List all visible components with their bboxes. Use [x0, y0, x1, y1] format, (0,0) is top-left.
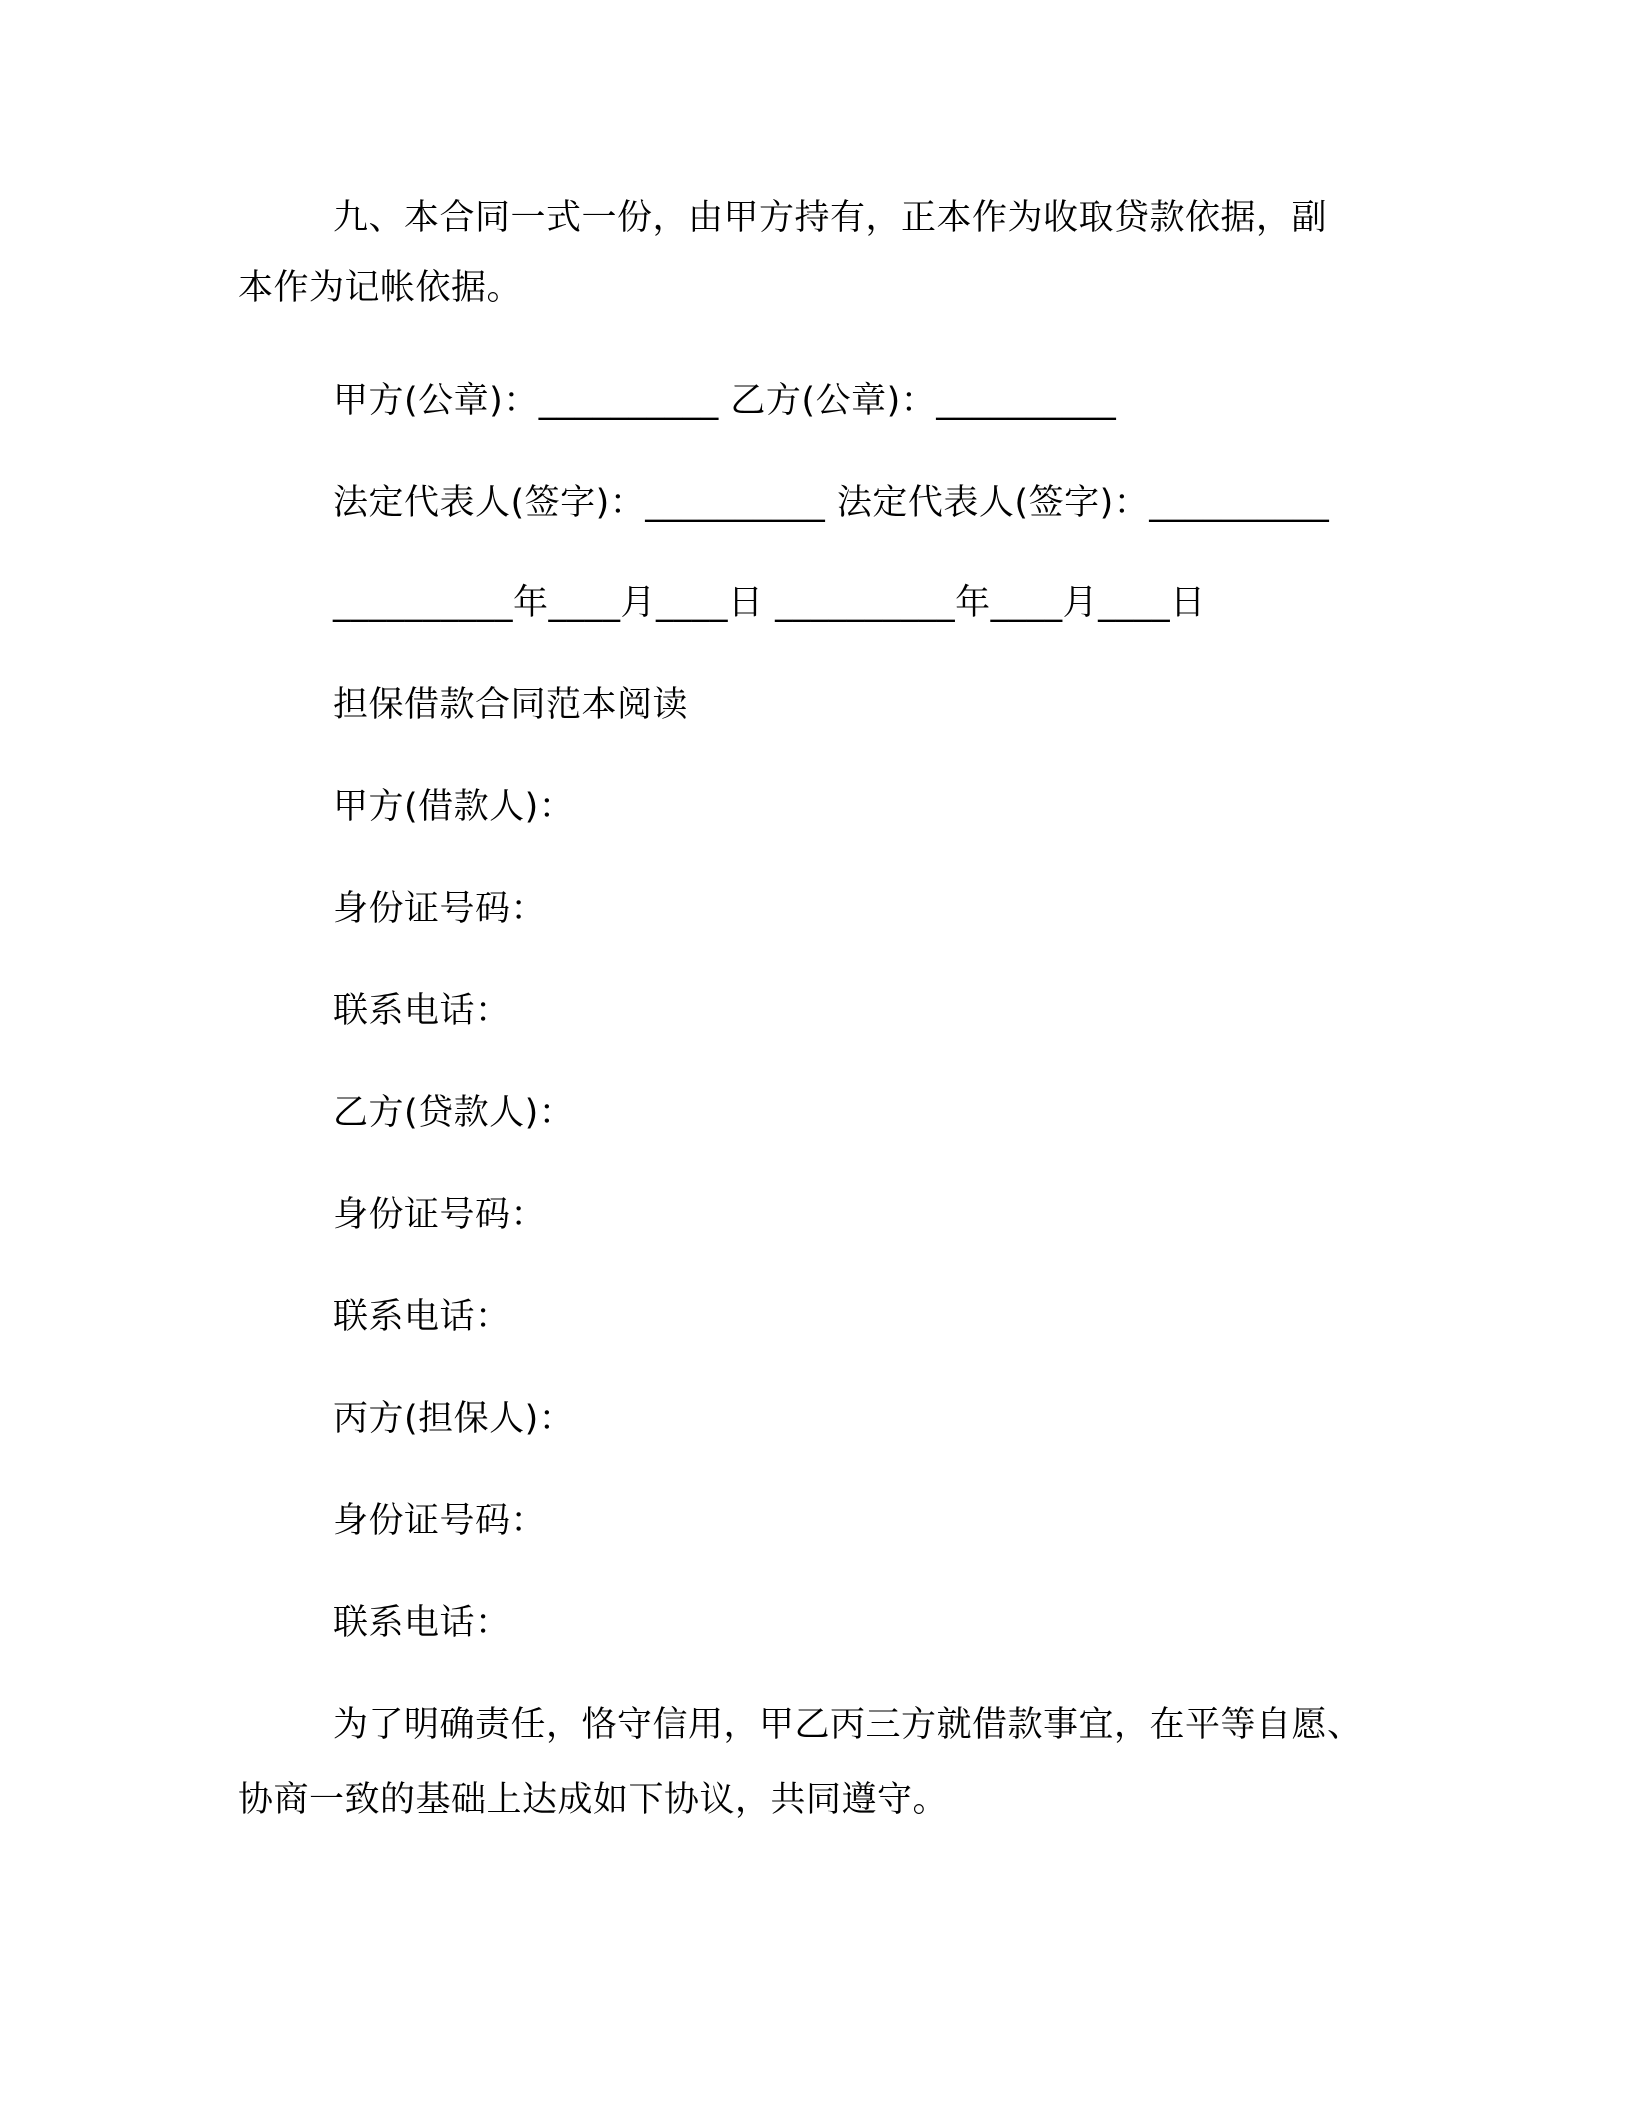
party-c-id-label: 身份证号码：: [333, 1501, 547, 1541]
seal-line: 甲方(公章)：__________ 乙方(公章)：__________: [333, 381, 1117, 421]
preamble-text: 为了明确责任，恪守信用，甲乙丙三方就借款事宜，在平等自愿、: [333, 1705, 1363, 1745]
party-c-label: 丙方(担保人)：: [333, 1399, 575, 1439]
section-title: 担保借款合同范本阅读: [333, 685, 689, 725]
date-line: __________年____月____日 __________年____月____日: [333, 583, 1206, 623]
signature-line: 法定代表人(签字)：__________ 法定代表人(签字)：__________: [333, 483, 1330, 523]
preamble-text-continued: 协商一致的基础上达成如下协议，共同遵守。: [238, 1780, 949, 1820]
party-a-phone-label: 联系电话：: [333, 991, 511, 1031]
party-b-id-label: 身份证号码：: [333, 1195, 547, 1235]
clause-nine-text: 九、本合同一式一份，由甲方持有，正本作为收取贷款依据，副: [333, 198, 1328, 238]
party-b-label: 乙方(贷款人)：: [333, 1093, 575, 1133]
party-c-phone-label: 联系电话：: [333, 1603, 511, 1643]
clause-nine-text-continued: 本作为记帐依据。: [238, 268, 523, 308]
party-a-label: 甲方(借款人)：: [333, 787, 575, 827]
party-a-id-label: 身份证号码：: [333, 889, 547, 929]
party-b-phone-label: 联系电话：: [333, 1297, 511, 1337]
